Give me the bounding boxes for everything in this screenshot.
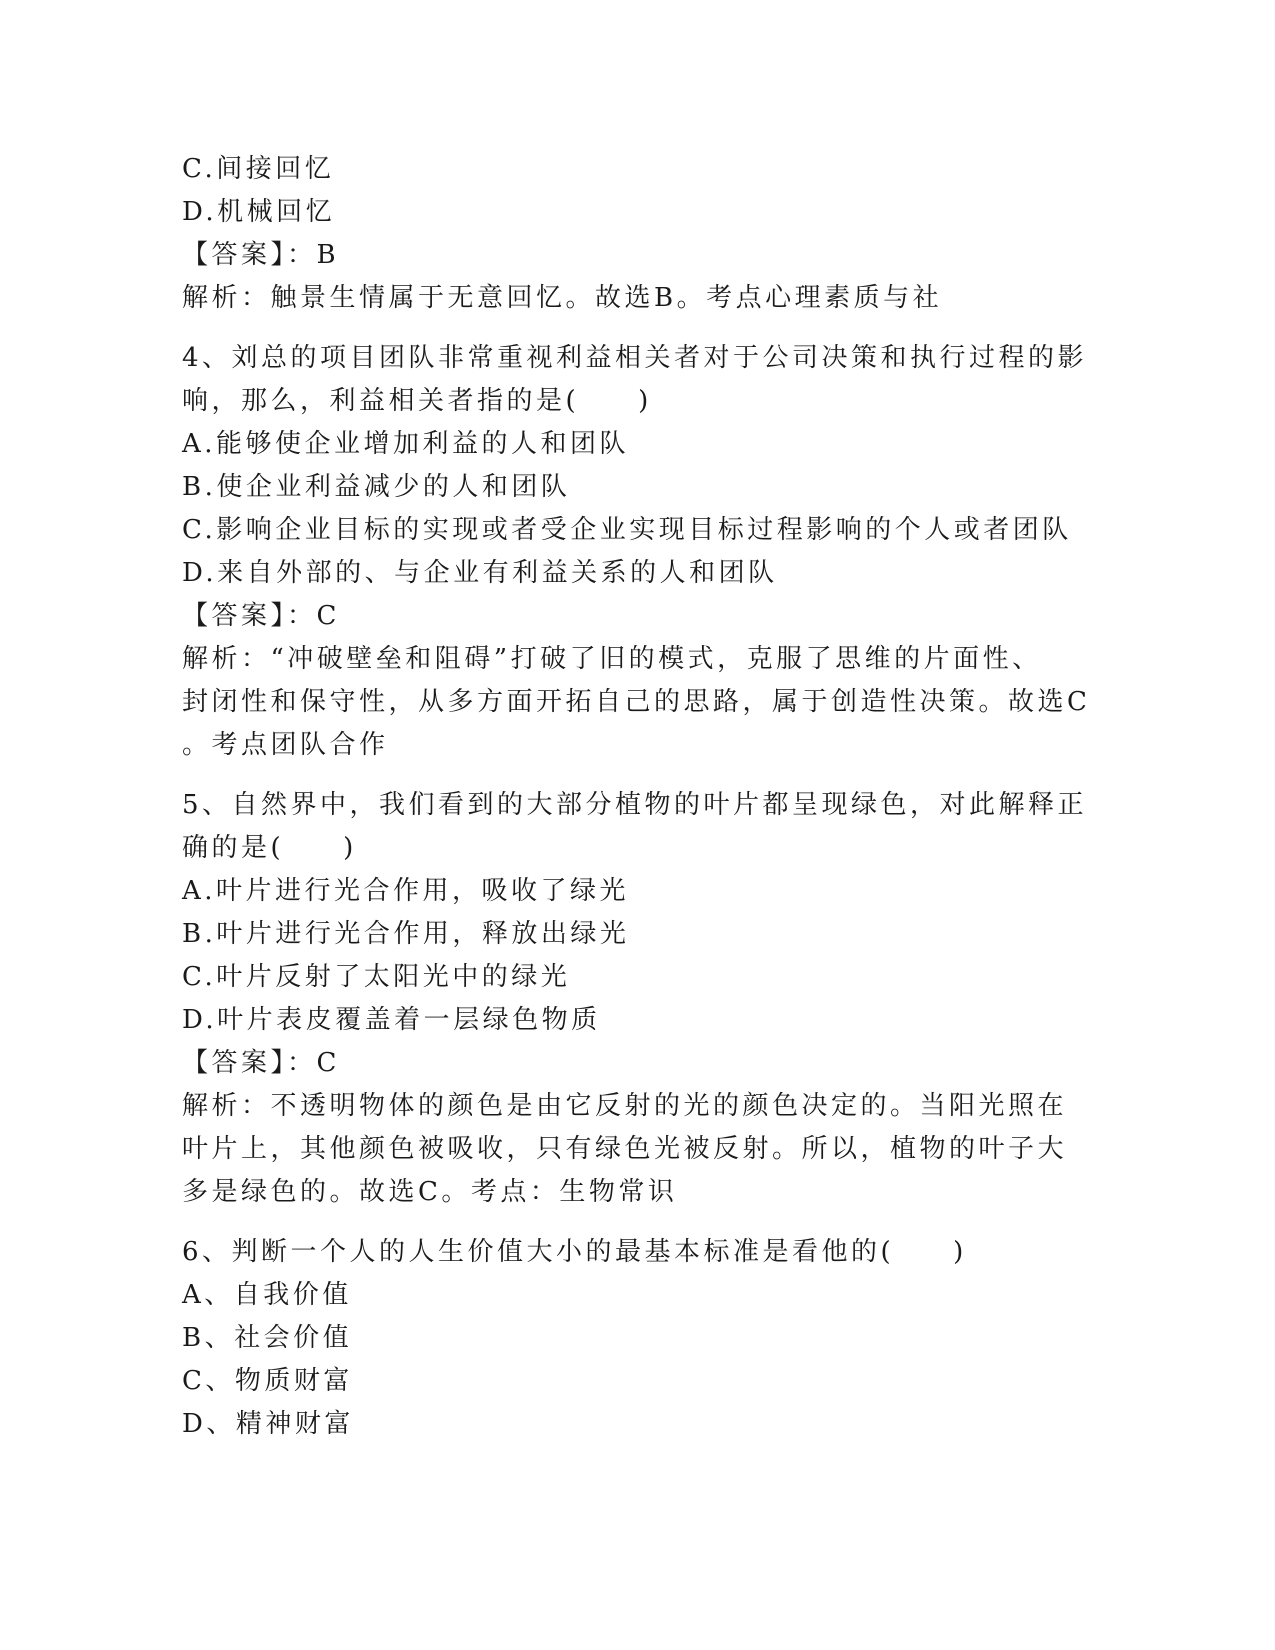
option-a: A.能够使企业增加利益的人和团队 <box>182 429 630 459</box>
analysis-line: 叶片上，其他颜色被吸收，只有绿色光被反射。所以，植物的叶子大 <box>182 1134 1068 1164</box>
question-stem-line: 4、刘总的项目团队非常重视利益相关者对于公司决策和执行过程的影 <box>182 343 1088 373</box>
analysis-line: 解析：“冲破壁垒和阻碍”打破了旧的模式，克服了思维的片面性、 <box>182 644 1042 674</box>
question-stem-line: 响，那么，利益相关者指的是( ) <box>182 386 652 416</box>
option-c: C.影响企业目标的实现或者受企业实现目标过程影响的个人或者团队 <box>182 515 1072 545</box>
question-stem-line: 5、自然界中，我们看到的大部分植物的叶片都呈现绿色，对此解释正 <box>182 790 1088 820</box>
option-b: B、社会价值 <box>182 1323 353 1353</box>
option-b: B.叶片进行光合作用，释放出绿光 <box>182 919 630 949</box>
option-a: A、自我价值 <box>182 1280 352 1310</box>
option-c: C、物质财富 <box>182 1366 353 1396</box>
document-page <box>182 148 1091 1446</box>
analysis-line: 解析：触景生情属于无意回忆。故选B。考点心理素质与社 <box>182 283 943 313</box>
option-d: D.机械回忆 <box>182 197 336 227</box>
question-6 <box>182 1231 1082 1446</box>
answer: 【答案】：C <box>182 1048 340 1078</box>
option-d: D.叶片表皮覆盖着一层绿色物质 <box>182 1005 601 1035</box>
question-3-tail <box>182 148 1082 320</box>
answer: 【答案】：C <box>182 601 340 631</box>
option-b: B.使企业利益减少的人和团队 <box>182 472 571 502</box>
analysis-line: 。考点团队合作 <box>182 730 389 760</box>
analysis-line: 解析：不透明物体的颜色是由它反射的光的颜色决定的。当阳光照在 <box>182 1091 1068 1121</box>
option-c: C.叶片反射了太阳光中的绿光 <box>182 962 571 992</box>
option-a: A.叶片进行光合作用，吸收了绿光 <box>182 876 630 906</box>
question-stem-line: 6、判断一个人的人生价值大小的最基本标准是看他的( ) <box>182 1237 967 1267</box>
analysis-line: 封闭性和保守性，从多方面开拓自己的思路，属于创造性决策。故选C <box>182 687 1091 717</box>
question-stem-line: 确的是( ) <box>182 833 357 863</box>
question-5 <box>182 784 1088 1214</box>
answer: 【答案】：B <box>182 240 340 270</box>
analysis-line: 多是绿色的。故选C。考点：生物常识 <box>182 1177 678 1207</box>
option-d: D.来自外部的、与企业有利益关系的人和团队 <box>182 558 778 588</box>
option-c: C.间接回忆 <box>182 154 335 184</box>
option-d: D、精神财富 <box>182 1409 354 1439</box>
question-4 <box>182 337 1091 767</box>
